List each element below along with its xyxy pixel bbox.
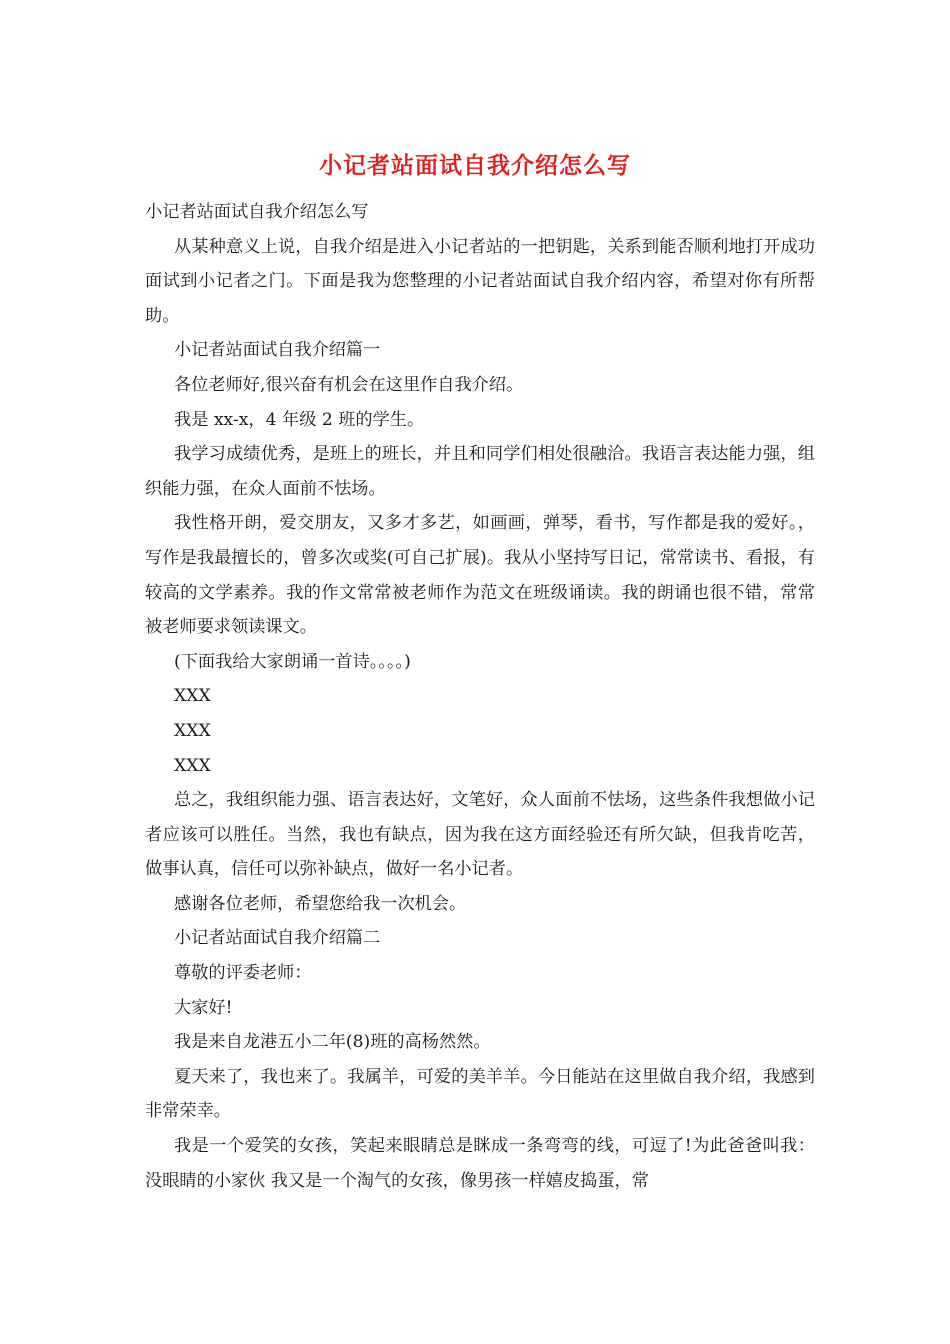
document-body bbox=[145, 195, 815, 1198]
section-heading-one: 小记者站面试自我介绍篇一 bbox=[174, 340, 381, 361]
study-paragraph: 我学习成绩优秀，是班上的班长，并且和同学们相处很融洽。我语言表达能力强，组织能力强，在众人面前不怯场。 bbox=[145, 444, 815, 499]
poem-intro-paragraph: (下面我给大家朗诵一首诗。。。。) bbox=[174, 651, 411, 672]
document-title: 小记者站面试自我介绍怎么写 bbox=[319, 152, 631, 179]
smile-paragraph: 我是一个爱笑的女孩，笑起来眼睛总是眯成一条弯弯的线，可逗了!为此爸爸叫我： 没眼睛的小家伙 我又是一个淘气的女孩，像男孩一样嬉皮捣蛋，常 bbox=[145, 1136, 815, 1191]
summer-paragraph: 夏天来了，我也来了。我属羊，可爱的美羊羊。今日能站在这里做自我介绍，我感到非常荣幸。 bbox=[145, 1066, 815, 1122]
section-heading-two: 小记者站面试自我介绍篇二 bbox=[174, 928, 381, 949]
summary-paragraph: 总之，我组织能力强、语言表达好，文笔好，众人面前不怯场，这些条件我想做小记者应该可以胜任。当然，我也有缺点，因为我在这方面经验还有所欠缺，但我肯吃苦，做事认真，信任可以弥补缺点，做好一名小记者。 bbox=[145, 790, 815, 880]
poem-line: XXX bbox=[174, 755, 211, 776]
salutation-paragraph: 尊敬的评委老师： bbox=[174, 963, 312, 984]
thanks-paragraph: 感谢各位老师，希望您给我一次机会。 bbox=[174, 893, 467, 914]
school-paragraph: 我是来自龙港五小二年(8)班的高杨然然。 bbox=[174, 1032, 491, 1053]
hello-paragraph: 大家好! bbox=[174, 997, 233, 1018]
poem-line: XXX bbox=[174, 720, 211, 741]
personality-paragraph: 我性格开朗，爱交朋友，又多才多艺，如画画，弹琴，看书，写作都是我的爱好。，写作是我最擅长的，曾多次或奖(可自己扩展)。我从小坚持写日记，常常读书、看报，有较高的文学素养。我的作文常常被老师作为范文在班级诵读。我的朗诵也很不错，常常被老师要求领读课文。 bbox=[145, 513, 815, 638]
subtitle-paragraph: 小记者站面试自我介绍怎么写 bbox=[145, 202, 369, 222]
identity-paragraph: 我是 xx-x，4 年级 2 班的学生。 bbox=[174, 409, 425, 430]
intro-paragraph: 从某种意义上说，自我介绍是进入小记者站的一把钥匙，关系到能否顺利地打开成功面试到小记者之门。下面是我为您整理的小记者站面试自我介绍内容，希望对你有所帮助。 bbox=[145, 236, 815, 326]
poem-line: XXX bbox=[174, 686, 211, 707]
greeting-paragraph: 各位老师好,很兴奋有机会在这里作自我介绍。 bbox=[174, 374, 524, 395]
